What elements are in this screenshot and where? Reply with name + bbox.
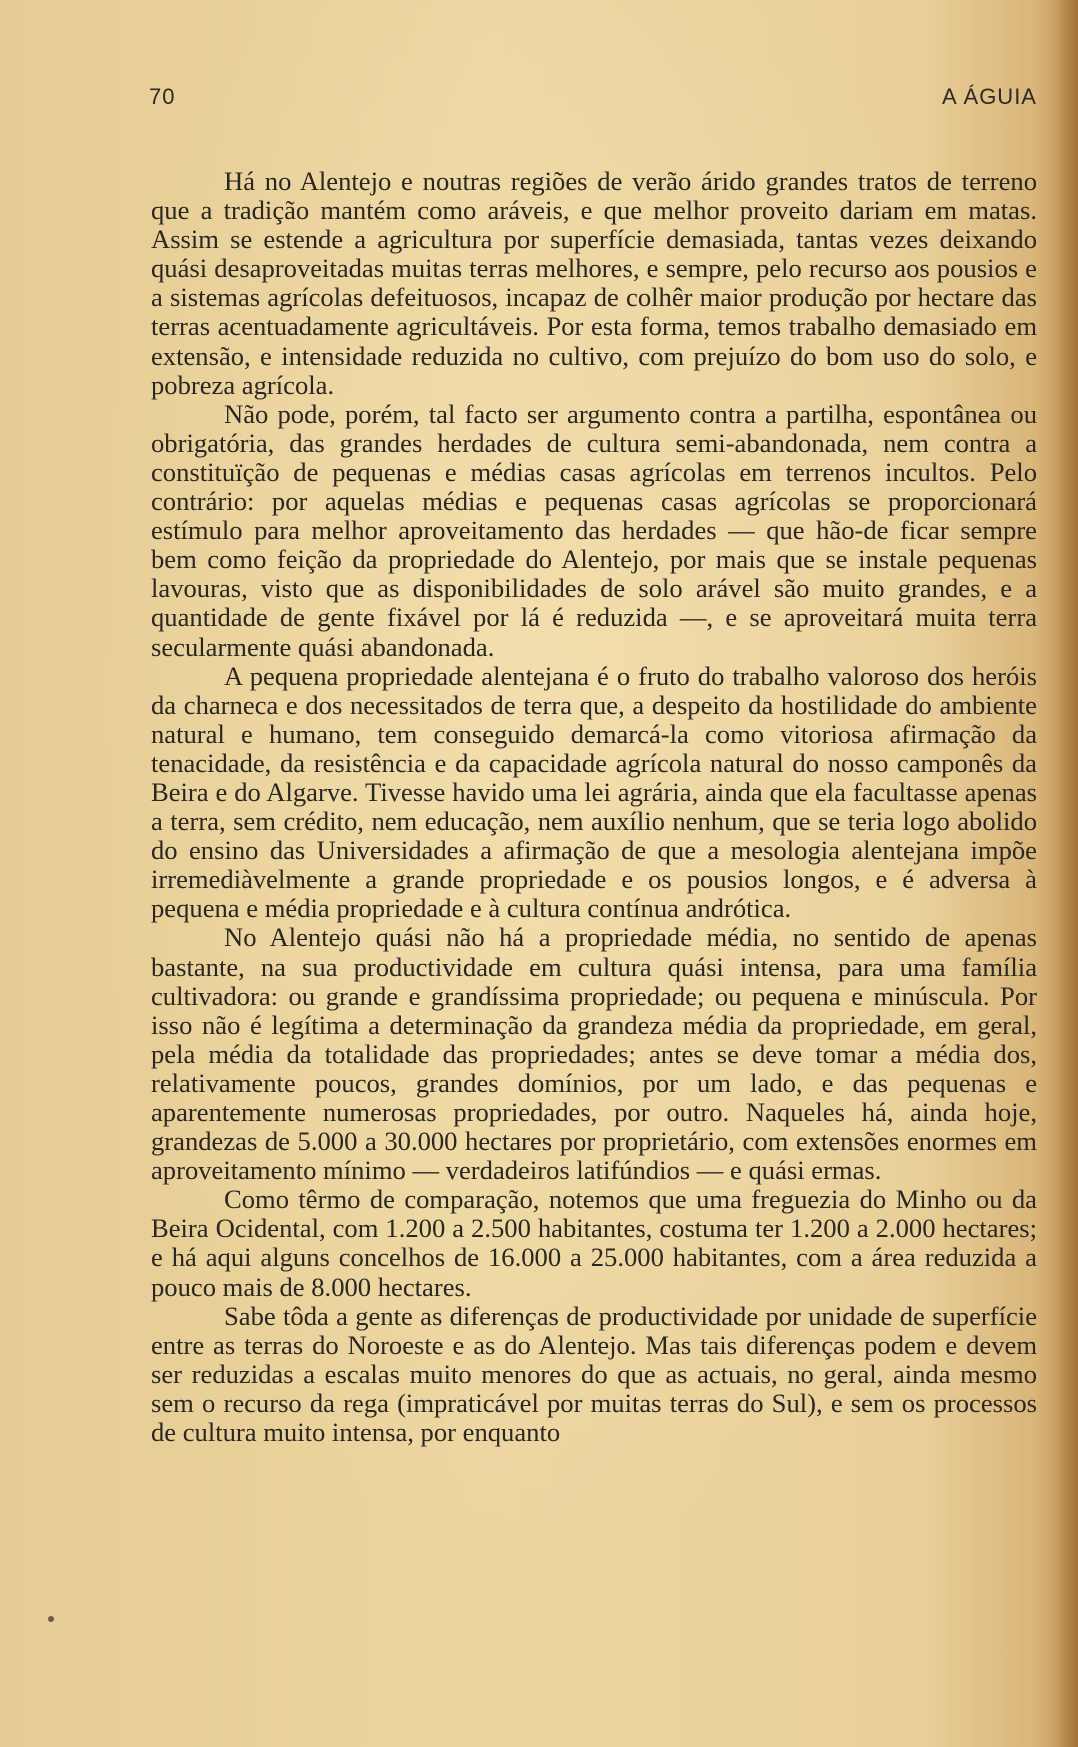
paragraph: A pequena propriedade alentejana é o fruto do trabalho valoroso dos heróis da charneca e dos necessitados de terra que, a despeito da hostilidade do ambiente natural e humano, tem conseguido demarcá-la como vitoriosa afirmação da tenacidade, da resistência e da capacidade agrícola natural do nosso camponês da Beira e do Algarve. Tivesse havido uma lei agrária, ainda que ela facultasse apenas a terra, sem crédito, nem educação, nem auxílio nenhum, que se teria logo abolido do ensino das Universidades a afirmação de que a mesologia alentejana impõe irremediàvelmente a grande propriedade e os pousios longos, e é adversa à pequena e média propriedade e à cultura contínua andrótica. bbox=[151, 660, 1037, 924]
page-header bbox=[149, 84, 1037, 114]
paragraph: Sabe tôda a gente as diferenças de productividade por unidade de superfície entre as terras do Noroeste e as do Alentejo. Mas tais diferenças podem e devem ser reduzidas a escalas muito menores do que as actuais, no geral, ainda mesmo sem o recurso da rega (impraticável por muitas terras do Sul), e sem os processos de cultura muito intensa, por enquanto bbox=[151, 1300, 1037, 1448]
page-edge-shadow bbox=[1056, 0, 1078, 1747]
paragraph: Não pode, porém, tal facto ser argumento contra a partilha, espontânea ou obrigatória, das grandes herdades de cultura semi-abandonada, nem contra a constituïção de pequenas e médias casas agrícolas em terrenos incultos. Pelo contrário: por aquelas médias e pequenas casas agrícolas se proporcionará estímulo para melhor aproveitamento das herdades — que hão-de ficar sempre bem como feição da propriedade do Alentejo, por mais que se instale pequenas lavouras, visto que as disponibilidades de solo arável são muito grandes, e a quantidade de gente fixável por lá é reduzida —, e se aproveitará muita terra secularmente quási abandonada. bbox=[151, 398, 1037, 662]
article-body bbox=[151, 167, 1037, 1447]
paragraph: Há no Alentejo e noutras regiões de verão árido grandes tratos de terreno que a tradição mantém como aráveis, e que melhor proveito dariam em matas. Assim se estende a agricultura por superfície demasiada, tantas vezes deixando quási desaproveitadas muitas terras melhores, e sempre, pelo recurso aos pousios e a sistemas agrícolas defeituosos, incapaz de colhêr maior produção por hectare das terras acentuadamente agricultáveis. Por esta forma, temos trabalho demasiado em extensão, e intensidade reduzida no cultivo, com prejuízo do bom uso do solo, e pobreza agrícola. bbox=[151, 166, 1037, 400]
paragraph: Como têrmo de comparação, notemos que uma freguezia do Minho ou da Beira Ocidental, com 1.200 a 2.500 habitantes, costuma ter 1.200 a 2.000 hectares; e há aqui alguns concelhos de 16.000 a 25.000 habitantes, com a área reduzida a pouco mais de 8.000 hectares. bbox=[151, 1184, 1037, 1302]
page-number: 70 bbox=[149, 84, 176, 109]
paragraph: No Alentejo quási não há a propriedade média, no sentido de apenas bastante, na sua productividade em cultura quási intensa, para uma família cultivadora: ou grande e grandíssima propriedade; ou pequena e minúscula. Por isso não é legítima a determinação da grandeza média da propriedade, em geral, pela média da totalidade das propriedades; antes se deve tomar a média dos, relativamente poucos, grandes domínios, por um lado, e das pequenas e aparentemente numerosas propriedades, por outro. Naqueles há, ainda hoje, grandezas de 5.000 a 30.000 hectares por proprietário, com extensões enormes em aproveitamento mínimo — verdadeiros latifúndios — e quási ermas. bbox=[151, 922, 1037, 1186]
running-title: A ÁGUIA bbox=[941, 84, 1037, 109]
ink-spot bbox=[48, 1616, 54, 1622]
